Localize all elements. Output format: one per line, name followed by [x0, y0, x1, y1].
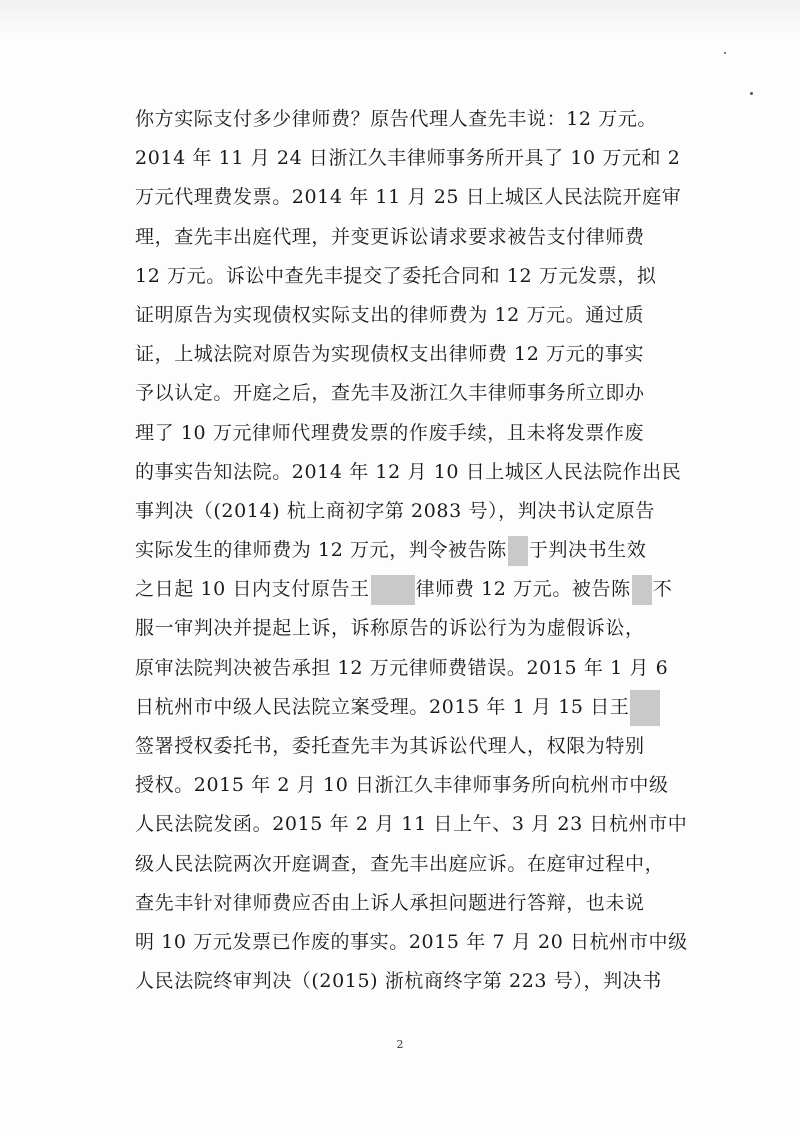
text-line	[135, 374, 690, 413]
line-text: 明 10 万元发票已作废的事实。2015 年 7 月 20 日杭州市中级	[135, 930, 688, 953]
text-line	[135, 296, 690, 335]
line-text: 证明原告为实现债权实际支出的律师费为 12 万元。通过质	[135, 303, 645, 326]
line-text: 实际发生的律师费为 12 万元，判令被告陈	[135, 539, 507, 562]
line-text: 原审法院判决被告承担 12 万元律师费错误。2015 年 1 月 6	[135, 656, 669, 679]
line-text: 理，查先丰出庭代理，并变更诉讼请求要求被告支付律师费	[135, 225, 645, 248]
text-line	[135, 178, 690, 217]
text-line	[135, 766, 690, 805]
redaction-block	[508, 536, 528, 566]
text-line	[135, 570, 690, 609]
line-text: 人民法院终审判决（(2015) 浙杭商终字第 223 号），判决书	[135, 970, 662, 993]
page-number: 2	[396, 1038, 404, 1051]
text-line	[135, 609, 690, 648]
text-line	[135, 727, 690, 766]
line-text: 2014 年 11 月 24 日浙江久丰律师事务所开具了 10 万元和 2	[135, 147, 681, 170]
line-text: 理了 10 万元律师代理费发票的作废手续，且未将发票作废	[135, 421, 645, 444]
line-text: 的事实告知法院。2014 年 12 月 10 日上城区人民法院作出民	[135, 460, 682, 483]
text-line	[135, 884, 690, 923]
text-line	[135, 923, 690, 962]
text-line	[135, 100, 690, 139]
text-line	[135, 414, 690, 453]
text-line	[135, 492, 690, 531]
text-line	[135, 335, 690, 374]
scan-speck	[724, 52, 726, 54]
line-text: 级人民法院两次开庭调查，查先丰出庭应诉。在庭审过程中，	[135, 852, 665, 875]
redaction-block	[371, 575, 415, 605]
scan-speck	[750, 92, 753, 95]
line-text: 律师费 12 万元。被告陈	[415, 578, 631, 601]
line-text: 于判决书生效	[528, 539, 647, 562]
line-text: 日杭州市中级人民法院立案受理。2015 年 1 月 15 日王	[135, 695, 630, 718]
text-line	[135, 139, 690, 178]
text-line	[135, 805, 690, 844]
text-line	[135, 649, 690, 688]
line-text: 授权。2015 年 2 月 10 日浙江久丰律师事务所向杭州市中级	[135, 774, 669, 797]
line-text: 之日起 10 日内支付原告王	[135, 578, 370, 601]
line-text: 12 万元。诉讼中查先丰提交了委托合同和 12 万元发票，拟	[135, 264, 657, 287]
redaction-block	[630, 690, 660, 726]
text-line	[135, 845, 690, 884]
line-text: 人民法院发函。2015 年 2 月 11 日上午、3 月 23 日杭州市中	[135, 813, 688, 836]
body-text	[135, 100, 690, 1001]
redaction-block	[632, 575, 652, 605]
line-text: 你方实际支付多少律师费？原告代理人查先丰说：12 万元。	[135, 108, 658, 130]
line-text: 万元代理费发票。2014 年 11 月 25 日上城区人民法院开庭审	[135, 186, 682, 209]
line-text: 查先丰针对律师费应否由上诉人承担问题进行答辩，也未说	[135, 891, 645, 914]
scan-shadow	[0, 0, 800, 40]
line-text: 签署授权委托书，委托查先丰为其诉讼代理人，权限为特别	[135, 735, 645, 757]
line-text: 证，上城法院对原告为实现债权支出律师费 12 万元的事实	[135, 343, 645, 366]
line-text: 事判决（(2014) 杭上商初字第 2083 号），判决书认定原告	[135, 499, 655, 522]
text-line	[135, 688, 690, 727]
text-line	[135, 218, 690, 257]
text-line	[135, 531, 690, 570]
text-line	[135, 453, 690, 492]
text-line	[135, 257, 690, 296]
line-text: 不	[652, 578, 673, 601]
text-line	[135, 962, 690, 1001]
line-text: 服一审判决并提起上诉，诉称原告的诉讼行为为虚假诉讼，	[135, 617, 645, 640]
line-text: 予以认定。开庭之后，查先丰及浙江久丰律师事务所立即办	[135, 382, 645, 405]
